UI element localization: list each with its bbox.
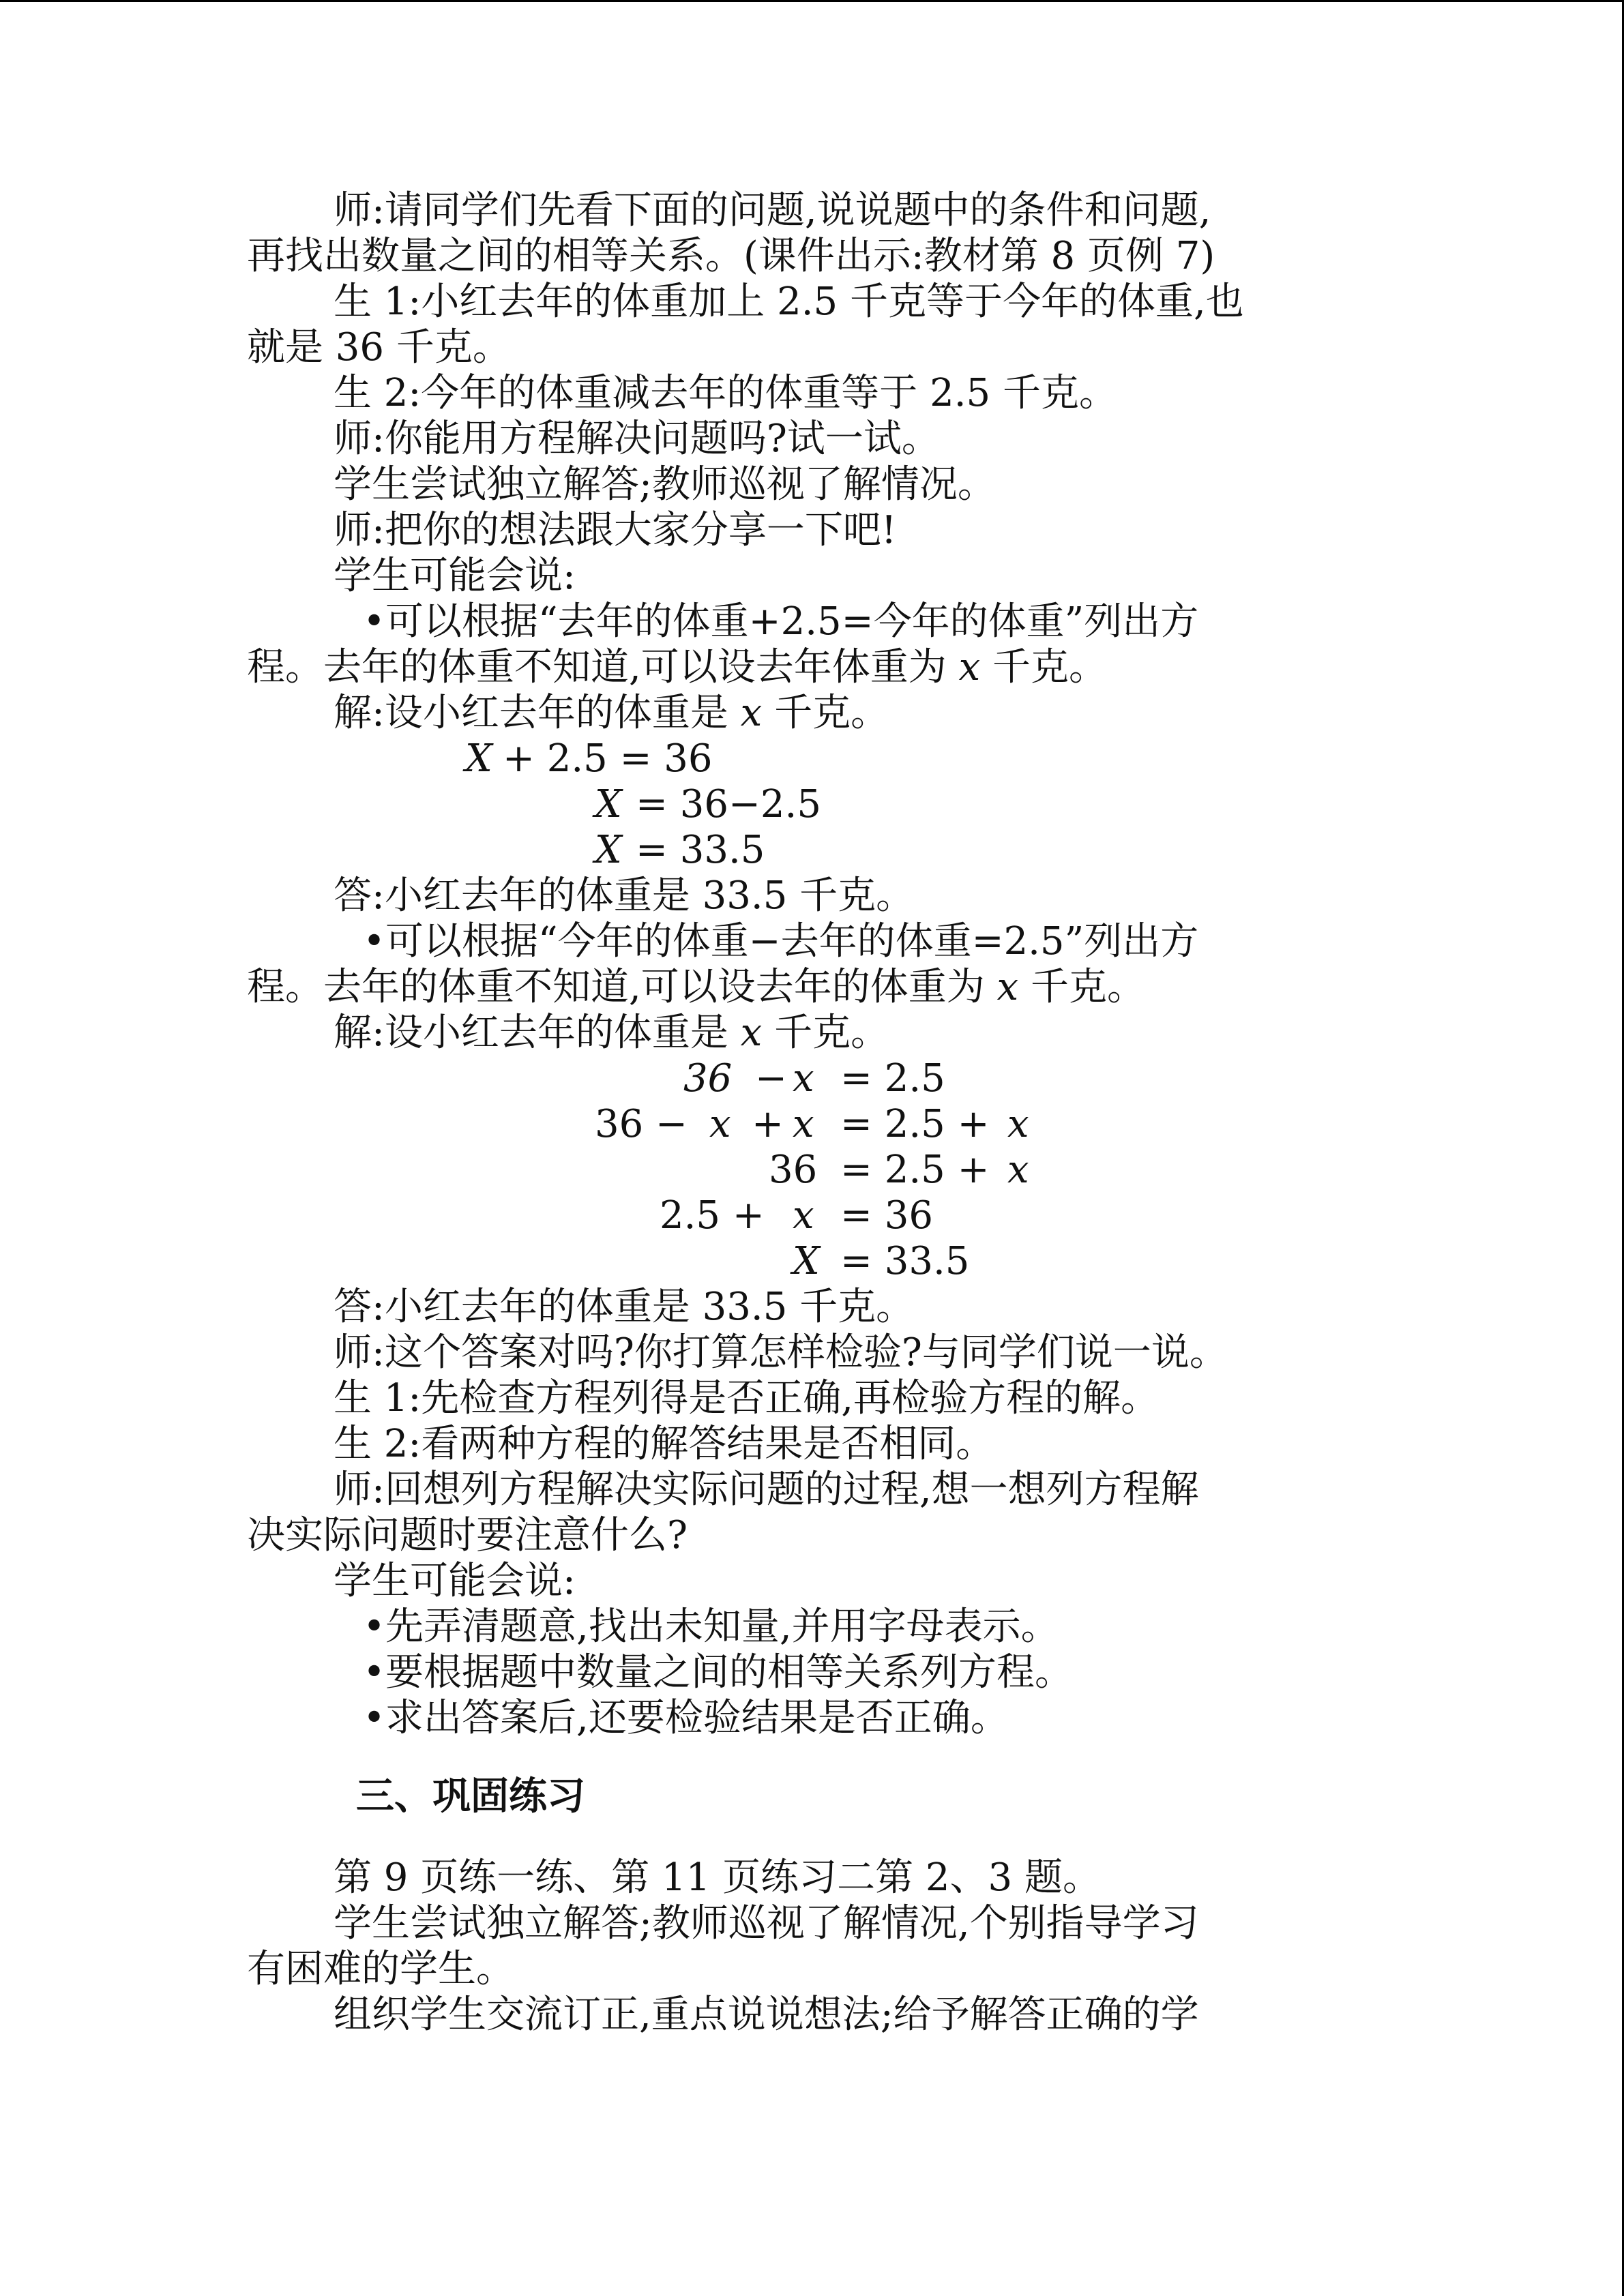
paragraph-students-practice-line1: 学生尝试独立解答;教师巡视了解情况,个别指导学习 (334, 1901, 1199, 1945)
paragraph-teacher-recall-line2: 决实际问题时要注意什么? (247, 1513, 688, 1557)
variable-X: X (595, 782, 622, 826)
solution1-setup (247, 690, 1372, 736)
bullet-method1-unit: 千克。 (980, 645, 1108, 689)
paragraph-students-practice-line2: 有困难的学生。 (247, 1947, 514, 1991)
paragraph-teacher-recall-line1: 师:回想列方程解决实际问题的过程,想一想列方程解 (334, 1467, 1199, 1512)
variable-x: x (740, 691, 763, 735)
variable-x: x (709, 1102, 731, 1146)
solution1-text: 解:设小红去年的体重是 (334, 691, 741, 735)
bullet-tip2: •要根据题中数量之间的相等关系列方程。 (363, 1650, 1074, 1695)
paragraph-teacher-question-line2: 再找出数量之间的相等关系。(课件出示:教材第 8 页例 7) (247, 234, 1215, 278)
paragraph-students-try: 学生尝试独立解答;教师巡视了解情况。 (334, 462, 996, 507)
equation2-line1-a: 36 (683, 1056, 733, 1101)
equation2-line3 (247, 1147, 1372, 1193)
variable-X: X (793, 1239, 820, 1283)
equation2-line2-a: 36 − (595, 1102, 688, 1146)
equation2-line4 (247, 1193, 1372, 1238)
variable-x: x (793, 1102, 814, 1146)
variable-x: x (1007, 1148, 1029, 1192)
equation2-line1 (247, 1056, 1372, 1101)
variable-x: x (958, 645, 981, 689)
bullet-tip1: •先弄清题意,找出未知量,并用字母表示。 (363, 1605, 1059, 1649)
paragraph-student1-line2: 就是 36 千克。 (247, 325, 511, 370)
bullet-method1-text: 程。去年的体重不知道,可以设去年体重为 (247, 645, 959, 689)
paragraph-student2: 生 2:今年的体重减去年的体重等于 2.5 千克。 (334, 371, 1117, 415)
variable-x: x (793, 1193, 814, 1238)
equation2-line1-c: = 2.5 (840, 1056, 945, 1101)
answer2: 答:小红去年的体重是 33.5 千克。 (334, 1285, 915, 1329)
variable-x: x (740, 1011, 763, 1055)
equation2-line3-a: 36 (769, 1148, 818, 1192)
solution2-setup (247, 1010, 1372, 1056)
paragraph-teacher-equation: 师:你能用方程解决问题吗?试一试。 (334, 417, 940, 461)
solution2-text: 解:设小红去年的体重是 (334, 1011, 741, 1055)
paragraph-students-may-say-2: 学生可能会说: (334, 1559, 576, 1603)
paragraph-teacher-check: 师:这个答案对吗?你打算怎样检验?与同学们说一说。 (334, 1330, 1228, 1375)
bullet-method2-unit: 千克。 (1018, 965, 1146, 1009)
bullet-method2-line1: •可以根据“今年的体重−去年的体重=2.5”列出方 (363, 919, 1199, 964)
equation2-line1-b: − (755, 1056, 787, 1101)
paragraph-student1-line1: 生 1:小红去年的体重加上 2.5 千克等于今年的体重,也 (334, 280, 1244, 324)
variable-x: x (996, 965, 1019, 1009)
solution2-unit: 千克。 (762, 1011, 889, 1055)
equation1-line1-rest: + 2.5 = 36 (503, 736, 713, 781)
paragraph-exercises: 第 9 页练一练、第 11 页练习二第 2、3 题。 (334, 1855, 1101, 1900)
solution1-unit: 千克。 (762, 691, 889, 735)
variable-x: x (793, 1056, 814, 1101)
bullet-tip3: •求出答案后,还要检验结果是否正确。 (363, 1696, 1009, 1740)
equation2-line4-b: = 36 (840, 1193, 933, 1238)
equation1-line3 (247, 827, 1372, 873)
equation2-line5 (247, 1238, 1372, 1284)
paragraph-student2-check: 生 2:看两种方程的解答结果是否相同。 (334, 1422, 994, 1466)
equation2-line5-b: = 33.5 (840, 1239, 970, 1283)
variable-X: X (595, 828, 622, 872)
answer1: 答:小红去年的体重是 33.5 千克。 (334, 874, 915, 918)
paragraph-student1-check: 生 1:先检查方程列得是否正确,再检验方程的解。 (334, 1376, 1160, 1420)
equation2-line2 (247, 1101, 1372, 1147)
page-top-edge (0, 0, 1624, 2)
equation2-line2-c: = 2.5 + (840, 1102, 990, 1146)
bullet-method1-line2 (247, 644, 1372, 690)
document-body (247, 188, 1372, 2038)
paragraph-teacher-question-line1: 师:请同学们先看下面的问题,说说题中的条件和问题, (334, 188, 1211, 233)
equation2-line2-b: + (752, 1102, 784, 1146)
equation1-line1 (247, 736, 1372, 781)
paragraph-organize-correction: 组织学生交流订正,重点说说想法;给予解答正确的学 (334, 1993, 1199, 2037)
paragraph-students-may-say: 学生可能会说: (334, 554, 576, 598)
section-heading-practice: 三、巩固练习 (356, 1774, 585, 1819)
bullet-method2-line2 (247, 964, 1372, 1010)
bullet-method1-line1: •可以根据“去年的体重+2.5=今年的体重”列出方 (363, 599, 1199, 644)
variable-X: X (465, 736, 492, 781)
equation1-line3-rest: = 33.5 (636, 828, 765, 872)
equation1-line2 (247, 781, 1372, 827)
equation2-line3-b: = 2.5 + (840, 1148, 990, 1192)
equation2-line4-a: 2.5 + (660, 1193, 765, 1238)
variable-x: x (1007, 1102, 1029, 1146)
paragraph-teacher-share: 师:把你的想法跟大家分享一下吧! (334, 508, 897, 552)
equation1-line2-rest: = 36−2.5 (636, 782, 821, 826)
bullet-method2-text: 程。去年的体重不知道,可以设去年的体重为 (247, 965, 997, 1009)
